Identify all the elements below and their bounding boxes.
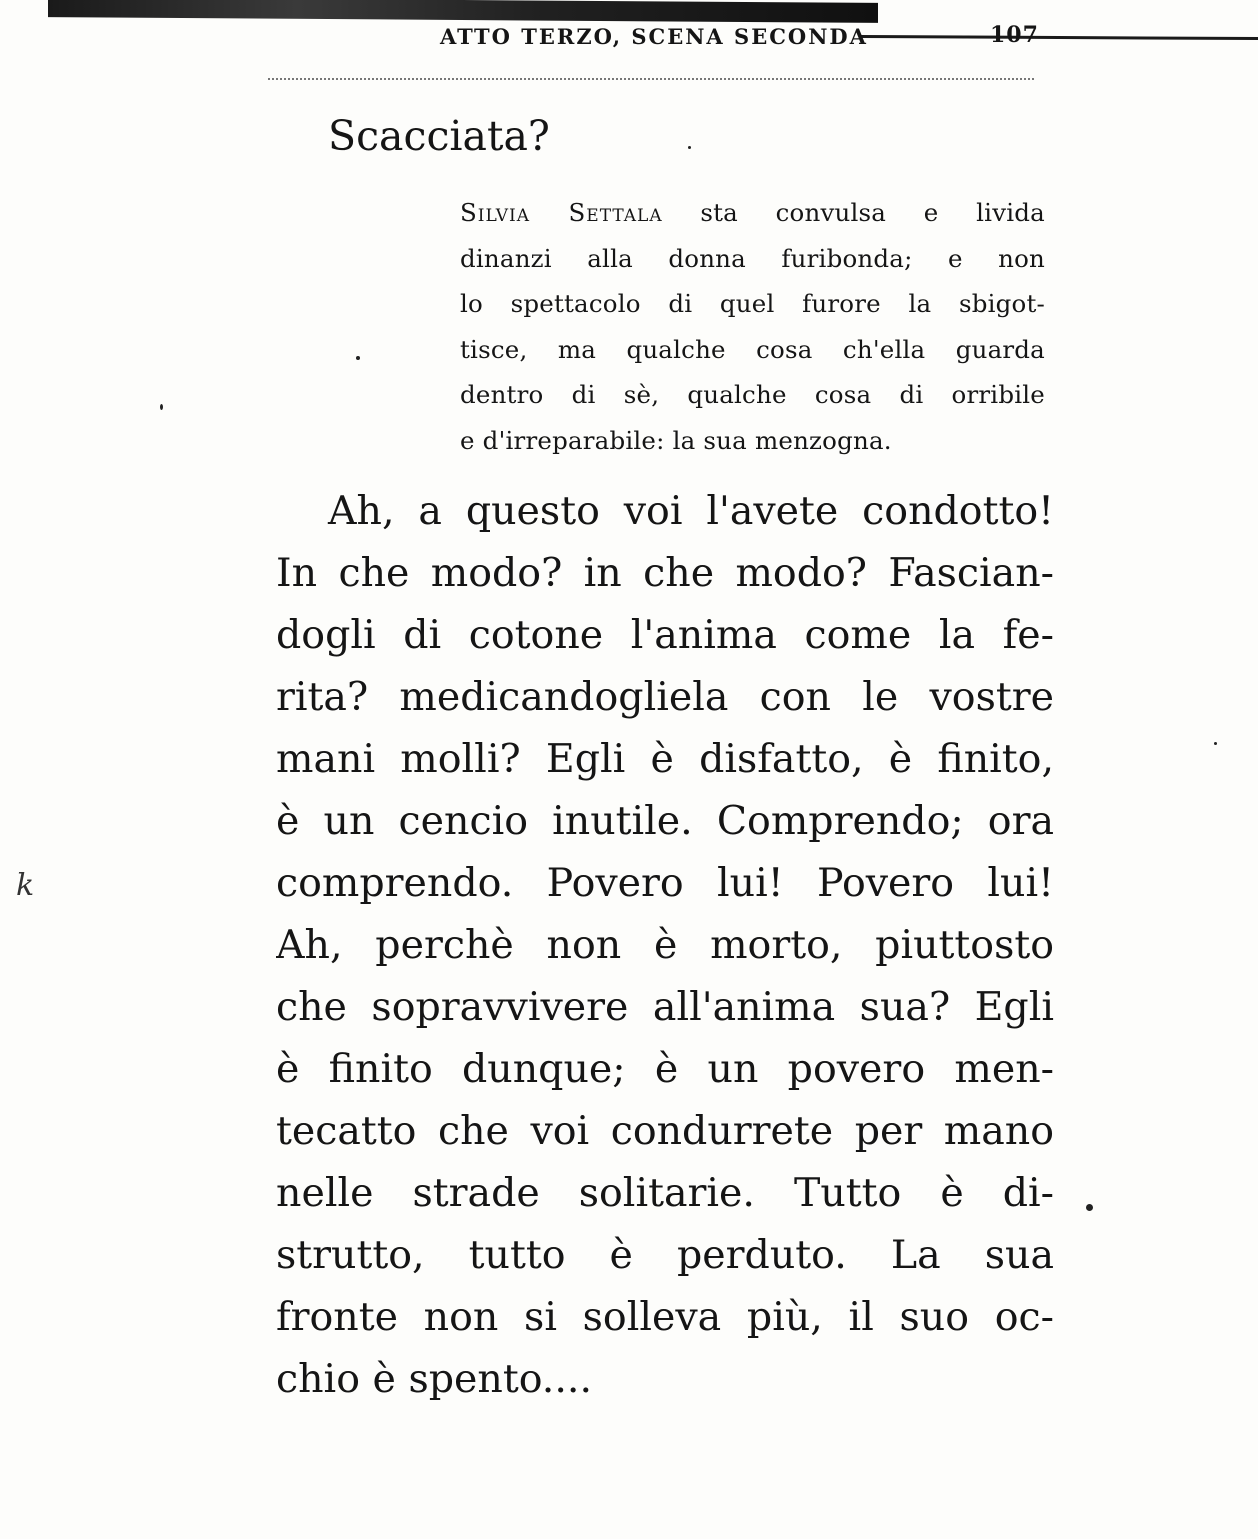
stage-direction-text: sta convulsa e livida xyxy=(700,198,1045,227)
scan-speck xyxy=(1086,1204,1093,1211)
speech-line: dogli di cotone l'anima come la fe- xyxy=(276,612,1054,658)
page-number: 107 xyxy=(990,22,1039,48)
speech-line: tecatto che voi condurrete per mano xyxy=(276,1108,1054,1154)
scan-speck xyxy=(688,146,691,149)
speech-line: nelle strade solitarie. Tutto è di- xyxy=(276,1170,1054,1216)
stage-direction xyxy=(460,190,1045,463)
speech-line: è un cencio inutile. Comprendo; ora xyxy=(276,798,1054,844)
speech-line: che sopravvivere all'anima sua? Egli xyxy=(276,984,1054,1030)
scan-speck xyxy=(160,404,163,410)
speech-line: comprendo. Povero lui! Povero lui! xyxy=(276,860,1054,906)
speech-line: chio è spento.... xyxy=(276,1356,593,1402)
speech-paragraph xyxy=(276,480,1054,1410)
speech-line: mani molli? Egli è disfatto, è finito, xyxy=(276,736,1054,782)
stage-direction-line: tisce, ma qualche cosa ch'ella guarda xyxy=(460,334,1045,364)
speech-line: strutto, tutto è perduto. La sua xyxy=(276,1232,1054,1278)
stage-direction-line: dinanzi alla donna furibonda; e non xyxy=(460,243,1045,273)
header-rule xyxy=(268,78,1034,80)
margin-mark: k xyxy=(16,868,35,903)
opening-line: Scacciata? xyxy=(328,112,550,160)
speech-line: rita? medicandogliela con le vostre xyxy=(276,674,1054,720)
stage-direction-line: dentro di sè, qualche cosa di orribile xyxy=(460,380,1045,409)
stage-direction-line: e d'irreparabile: la sua menzogna. xyxy=(460,425,892,455)
speech-line: fronte non si solleva più, il suo oc- xyxy=(276,1294,1054,1340)
speech-line: è finito dunque; è un povero men- xyxy=(276,1046,1054,1092)
scan-edge-artifact xyxy=(48,0,878,23)
speech-line: In che modo? in che modo? Fascian- xyxy=(276,550,1054,596)
stage-direction-line xyxy=(460,190,1045,236)
speech-line: Ah, a questo voi l'avete condotto! xyxy=(328,488,1054,534)
speech-line: Ah, perchè non è morto, piuttosto xyxy=(276,922,1054,968)
character-name: Silvia Settala xyxy=(460,198,663,227)
scan-speck xyxy=(356,356,360,360)
running-head-title: ATTO TERZO, SCENA SECONDA xyxy=(440,24,868,49)
stage-direction-line: lo spettacolo di quel furore la sbigot- xyxy=(460,289,1045,318)
scan-speck xyxy=(1214,742,1217,745)
scan-line-artifact xyxy=(860,35,1258,40)
